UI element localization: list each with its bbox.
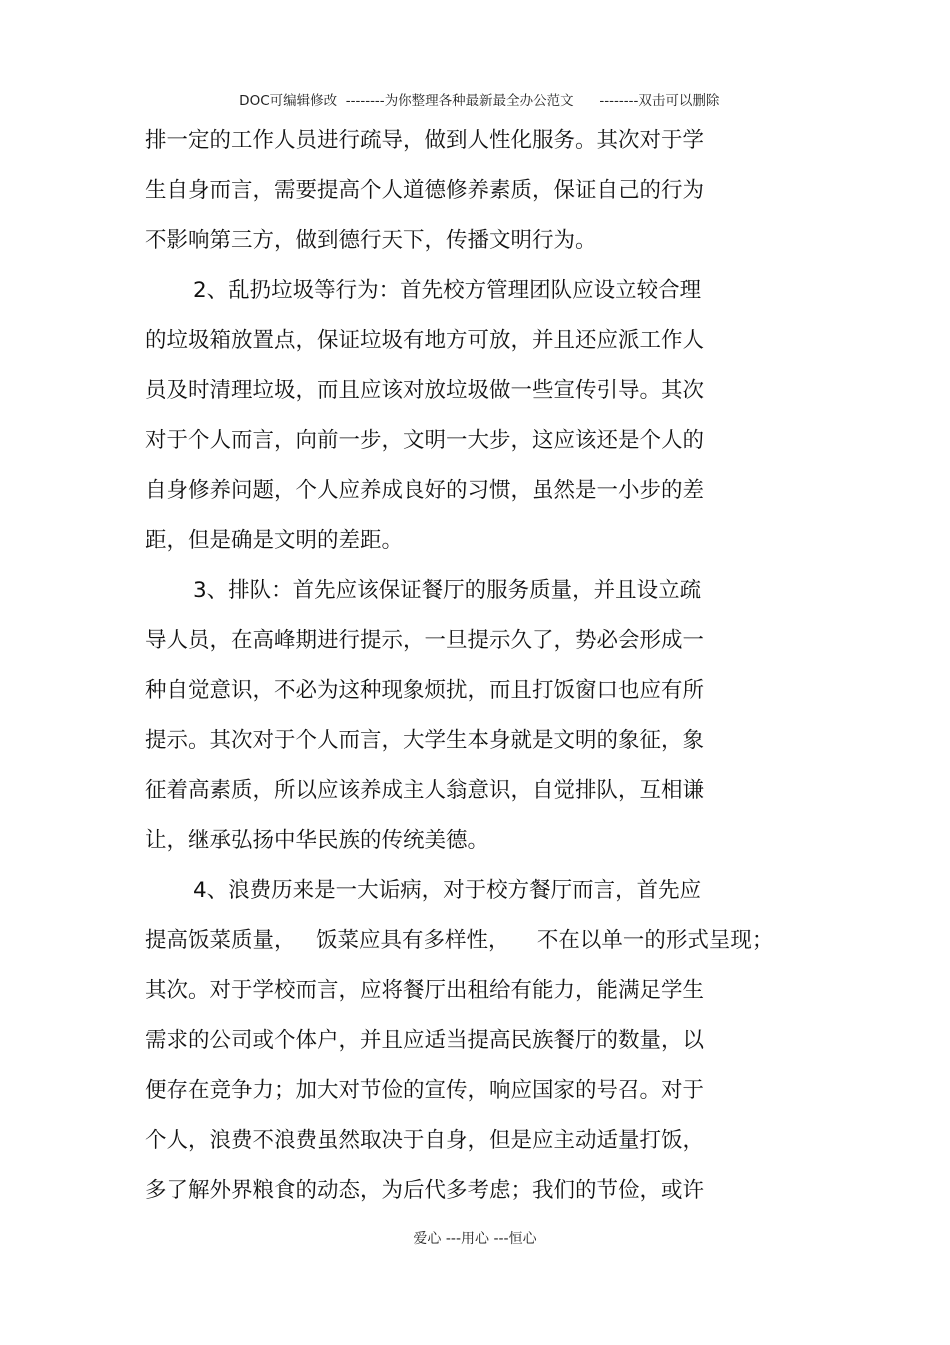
header-action: 双击可以删除	[638, 93, 720, 109]
text-line: 让，继承弘扬中华民族的传统美德。	[145, 828, 490, 853]
text-line: 提高饭菜质量， 饭菜应具有多样性， 不在以单一的形式呈现；	[145, 928, 774, 953]
text-line: 征着高素质，所以应该养成主人翁意识，自觉排队，互相谦	[145, 778, 705, 803]
text-line: 种自觉意识，不必为这种现象烦扰，而且打饭窗口也应有所	[145, 678, 705, 703]
doc-label: DOC可编辑修改	[239, 93, 338, 109]
text-line: 多了解外界粮食的动态，为后代多考虑；我们的节俭，或许	[145, 1178, 705, 1203]
text-line: 其次。对于学校而言，应将餐厅出租给有能力，能满足学生	[145, 978, 705, 1003]
header-tagline: 为你整理各种最新最全办公范文	[384, 93, 574, 109]
text-line: 提示。其次对于个人而言，大学生本身就是文明的象征，象	[145, 728, 705, 753]
document-body	[145, 122, 845, 1222]
header-separator: --------	[573, 93, 639, 109]
text-line: 生自身而言，需要提高个人道德修养素质，保证自己的行为	[145, 178, 705, 203]
text-line: 距，但是确是文明的差距。	[145, 528, 404, 553]
paragraph-start-line: 2、乱扔垃圾等行为：首先校方管理团队应设立较合理	[193, 278, 702, 303]
text-line: 排一定的工作人员进行疏导，做到人性化服务。其次对于学	[145, 128, 705, 153]
page-footer: 爱心 ---用心 ---恒心	[413, 1231, 537, 1247]
text-line: 便存在竞争力；加大对节俭的宣传，响应国家的号召。对于	[145, 1078, 705, 1103]
text-line: 对于个人而言，向前一步，文明一大步，这应该还是个人的	[145, 428, 705, 453]
page-header	[0, 73, 950, 109]
text-line: 自身修养问题，个人应养成良好的习惯，虽然是一小步的差	[145, 478, 705, 503]
text-line: 个人，浪费不浪费虽然取决于自身，但是应主动适量打饭，	[145, 1128, 705, 1153]
paragraph-start-line: 3、排队：首先应该保证餐厅的服务质量，并且设立疏	[193, 578, 702, 603]
paragraph-start-line: 4、浪费历来是一大诟病，对于校方餐厅而言，首先应	[193, 878, 702, 903]
text-line: 不影响第三方，做到德行天下，传播文明行为。	[145, 228, 597, 253]
text-line: 需求的公司或个体户，并且应适当提高民族餐厅的数量，以	[145, 1028, 705, 1053]
text-line: 的垃圾箱放置点，保证垃圾有地方可放，并且还应派工作人	[145, 328, 705, 353]
header-separator: --------	[337, 93, 385, 109]
text-line: 导人员，在高峰期进行提示，一旦提示久了，势必会形成一	[145, 628, 705, 653]
text-line: 员及时清理垃圾，而且应该对放垃圾做一些宣传引导。其次	[145, 378, 705, 403]
